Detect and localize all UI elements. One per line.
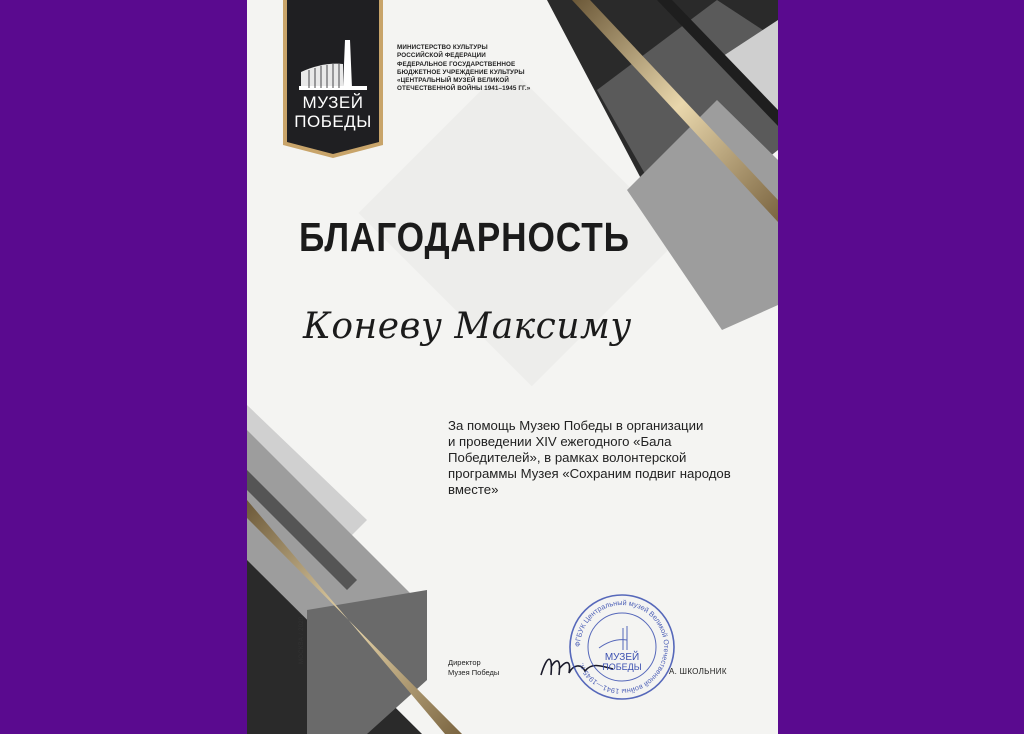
ministry-line: ФЕДЕРАЛЬНОЕ ГОСУДАРСТВЕННОЕ xyxy=(397,60,516,68)
reason-line: Победителей», в рамках волонтерской xyxy=(448,450,687,465)
director-line: Директор xyxy=(448,658,481,667)
museum-logo xyxy=(283,0,383,158)
museum-seal-icon xyxy=(567,592,677,702)
certificate-page xyxy=(247,0,778,734)
seal-center-line1: МУЗЕЙ xyxy=(604,652,640,663)
seal-ring-text: ФГБУК Центральный музей Великой Отечественной войны 1941—1945 гг. xyxy=(572,597,672,697)
ministry-line: МИНИСТЕРСТВО КУЛЬТУРЫ xyxy=(397,44,488,51)
ministry-line: «ЦЕНТРАЛЬНЫЙ МУЗЕЙ ВЕЛИКОЙ xyxy=(397,77,510,85)
logo-word-line2: ПОБЕДЫ xyxy=(294,112,372,131)
reason-text xyxy=(448,418,738,498)
logo-word-line1: МУЗЕЙ xyxy=(302,93,364,112)
signer-name: А. ШКОЛЬНИК xyxy=(669,667,727,676)
director-title xyxy=(448,658,499,678)
certificate-title: БЛАГОДАРНОСТЬ xyxy=(299,214,630,260)
city-year: МОСКВА / 2020 xyxy=(299,616,305,664)
seal-center-line2: ПОБЕДЫ xyxy=(602,662,642,672)
ministry-header xyxy=(397,44,577,94)
reason-line: и проведении XIV ежегодного «Бала xyxy=(448,434,672,449)
ministry-line: ОТЕЧЕСТВЕННОЙ ВОЙНЫ 1941–1945 ГГ.» xyxy=(397,85,531,93)
director-line: Музея Победы xyxy=(448,668,500,677)
reason-line: вместе» xyxy=(448,482,499,497)
reason-line: За помощь Музею Победы в организации xyxy=(448,418,704,433)
recipient-name: Коневу Максиму xyxy=(303,306,632,347)
ministry-line: РОССИЙСКОЙ ФЕДЕРАЦИИ xyxy=(397,52,486,60)
ministry-line: БЮДЖЕТНОЕ УЧРЕЖДЕНИЕ КУЛЬТУРЫ xyxy=(397,68,525,76)
museum-monument-icon xyxy=(283,0,383,158)
reason-line: программы Музея «Сохраним подвиг народов xyxy=(448,466,731,481)
